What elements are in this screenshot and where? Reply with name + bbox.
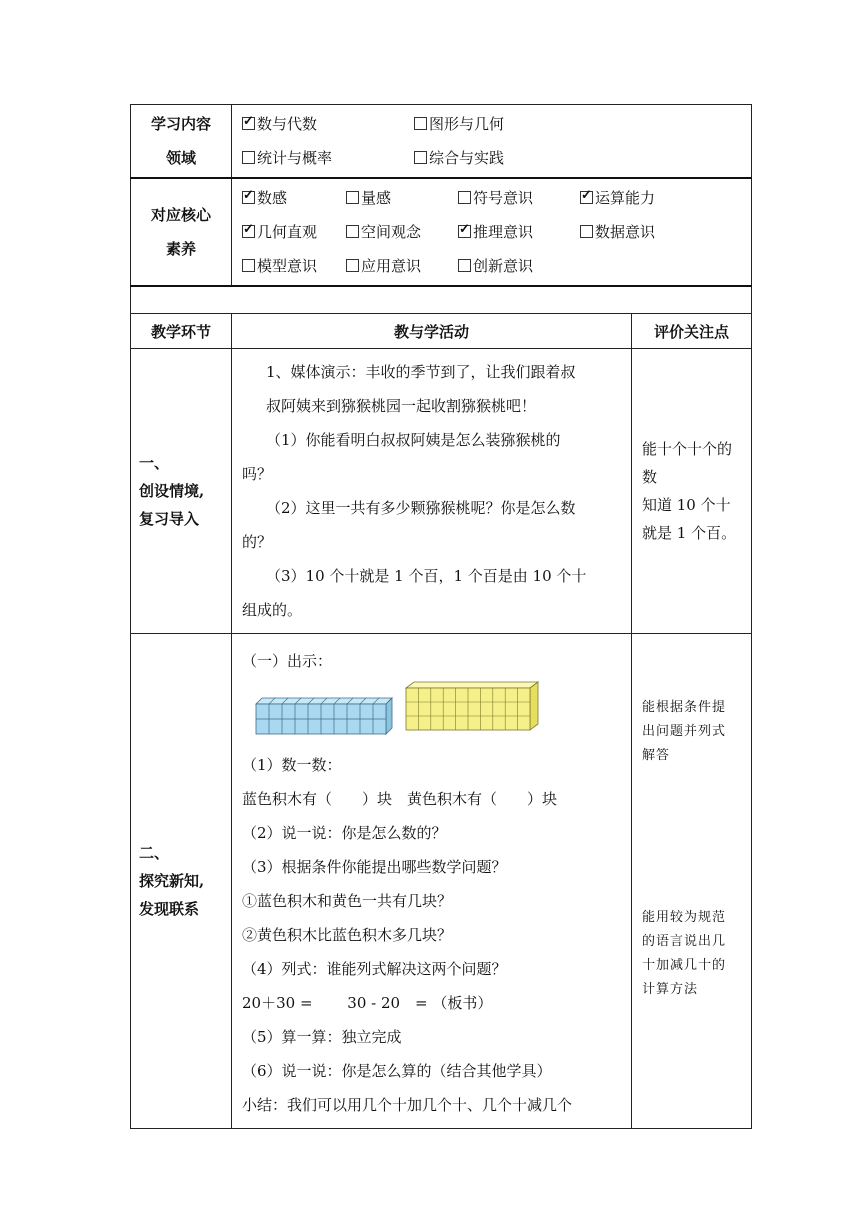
section2-evaluation (632, 634, 752, 1129)
core-option-9[interactable]: 应用意识 (346, 249, 421, 283)
core-option-10[interactable]: 创新意识 (458, 249, 533, 283)
checkbox-icon[interactable] (580, 225, 593, 238)
section2-eval-b-line: 能用较为规范 (642, 910, 727, 925)
domain-label-line2: 领域 (165, 149, 196, 167)
section1-eval-line: 知道 10 个十 (642, 496, 731, 514)
checkbox-icon[interactable] (242, 259, 255, 272)
section2-line: （2）说一说：你是怎么数的？ (242, 824, 447, 842)
domain-option-2[interactable]: 统计与概率 (242, 141, 332, 175)
section2-line: （6）说一说：你是怎么算的（结合其他学具） (242, 1062, 552, 1080)
section1-eval-line: 就是 1 个百。 (642, 524, 737, 542)
section2-line: （4）列式：谁能列式解决这两个问题？ (242, 960, 507, 978)
blocks-illustration (242, 678, 621, 748)
checkbox-icon[interactable] (346, 225, 359, 238)
domain-label (131, 105, 232, 179)
core-option-2[interactable]: 符号意识 (458, 181, 533, 215)
section2-line: （3）根据条件你能提出哪些数学问题？ (242, 858, 507, 876)
domain-options (232, 105, 752, 179)
checkbox-icon[interactable] (242, 117, 255, 130)
section1-eval-line: 数 (642, 468, 658, 486)
checkbox-icon[interactable] (242, 191, 255, 204)
section2-eval-a-line: 解答 (642, 748, 671, 763)
lesson-plan-table (130, 104, 752, 1129)
section2-line: ②黄色积木比蓝色积木多几块？ (242, 926, 453, 944)
core-option-6[interactable]: ✓ 推理意识 (458, 215, 533, 249)
header-evaluation: 评价关注点 (632, 314, 752, 349)
section1-line: 组成的。 (242, 601, 303, 619)
checkbox-icon[interactable] (242, 225, 255, 238)
section2-stage-line1: 二、 (139, 844, 170, 862)
checkbox-icon[interactable] (346, 191, 359, 204)
domain-option-0[interactable]: ✓数与代数 (242, 107, 317, 141)
core-label-line2: 素养 (165, 240, 196, 258)
section1-line: 的？ (242, 533, 273, 551)
core-option-4[interactable]: ✓几何直观 (242, 215, 317, 249)
section2-line: ①蓝色积木和黄色一共有几块？ (242, 892, 453, 910)
core-option-1[interactable]: 量感 (346, 181, 391, 215)
section2-eval-b-line: 的语言说出几 (642, 934, 727, 949)
checkbox-icon[interactable] (580, 191, 593, 204)
core-row (131, 178, 752, 286)
header-activity: 教与学活动 (232, 314, 632, 349)
blue-block-side (386, 698, 392, 734)
section2-line: （5）算一算：独立完成 (242, 1028, 402, 1046)
core-option-5[interactable]: 空间观念 (346, 215, 421, 249)
section1-eval-line: 能十个十个的 (642, 440, 733, 458)
section2-line: 20＋30 = 30 - 20 = （板书） (242, 994, 493, 1012)
section2-stage (131, 634, 232, 1129)
checkbox-icon[interactable] (414, 151, 427, 164)
section1-stage-line3: 复习导入 (139, 510, 200, 528)
section1-line: 叔阿姨来到猕猴桃园一起收割猕猴桃吧！ (266, 397, 537, 415)
section1-line: （2）这里一共有多少颗猕猴桃呢？你是怎么数 (266, 499, 576, 517)
section1-line: 1、媒体演示：丰收的季节到了，让我们跟着叔 (266, 363, 576, 381)
checkbox-icon[interactable] (458, 225, 471, 238)
checkbox-icon[interactable] (242, 151, 255, 164)
domain-option-1[interactable]: 图形与几何 (414, 107, 504, 141)
core-option-8[interactable]: 模型意识 (242, 249, 317, 283)
section1-line: 吗？ (242, 465, 273, 483)
core-option-0[interactable]: ✓数感 (242, 181, 287, 215)
section2-eval-b-line: 计算方法 (642, 982, 699, 997)
spacer-cell (131, 286, 752, 314)
section1-activity (232, 349, 632, 634)
header-stage: 教学环节 (131, 314, 232, 349)
core-label (131, 178, 232, 286)
spacer-row (131, 286, 752, 314)
section2-line: 蓝色积木有（ ）块 黄色积木有（ ）块 (242, 790, 558, 808)
section2-line: （1）数一数： (242, 756, 342, 774)
section1-line: （3）10 个十就是 1 个百，1 个百是由 10 个十 (266, 567, 587, 585)
section2-line: 小结：我们可以用几个十加几个十、几个十减几个 (242, 1096, 573, 1114)
checkbox-icon[interactable] (458, 259, 471, 272)
blocks-image (242, 678, 622, 748)
core-option-3[interactable]: ✓ 运算能力 (580, 181, 655, 215)
section1-stage-line1: 一、 (139, 454, 170, 472)
section2-eval-b-line: 十加减几十的 (642, 958, 727, 973)
section2-show-label: （一）出示： (242, 652, 333, 670)
header-row (131, 314, 752, 349)
domain-option-3[interactable]: 综合与实践 (414, 141, 504, 175)
core-label-line1: 对应核心 (150, 206, 211, 224)
core-options (232, 178, 752, 286)
yellow-block-top (406, 682, 538, 688)
checkbox-icon[interactable] (458, 191, 471, 204)
section2-activity (232, 634, 632, 1129)
section2-eval-a-line: 出问题并列式 (642, 724, 727, 739)
domain-label-line1: 学习内容 (150, 115, 211, 133)
section1-stage-line2: 创设情境, (139, 482, 205, 500)
domain-row (131, 105, 752, 179)
section2-stage-line3: 发现联系 (139, 900, 200, 918)
yellow-block-side (530, 682, 538, 730)
section1-row (131, 349, 752, 634)
section1-evaluation (632, 349, 752, 634)
section1-line: （1）你能看明白叔叔阿姨是怎么装猕猴桃的 (266, 431, 561, 449)
section2-eval-a-line: 能根据条件提 (642, 700, 727, 715)
checkbox-icon[interactable] (414, 117, 427, 130)
section2-stage-line2: 探究新知, (139, 872, 205, 890)
checkbox-icon[interactable] (346, 259, 359, 272)
section2-row (131, 634, 752, 1129)
core-option-7[interactable]: 数据意识 (580, 215, 655, 249)
section1-stage (131, 349, 232, 634)
